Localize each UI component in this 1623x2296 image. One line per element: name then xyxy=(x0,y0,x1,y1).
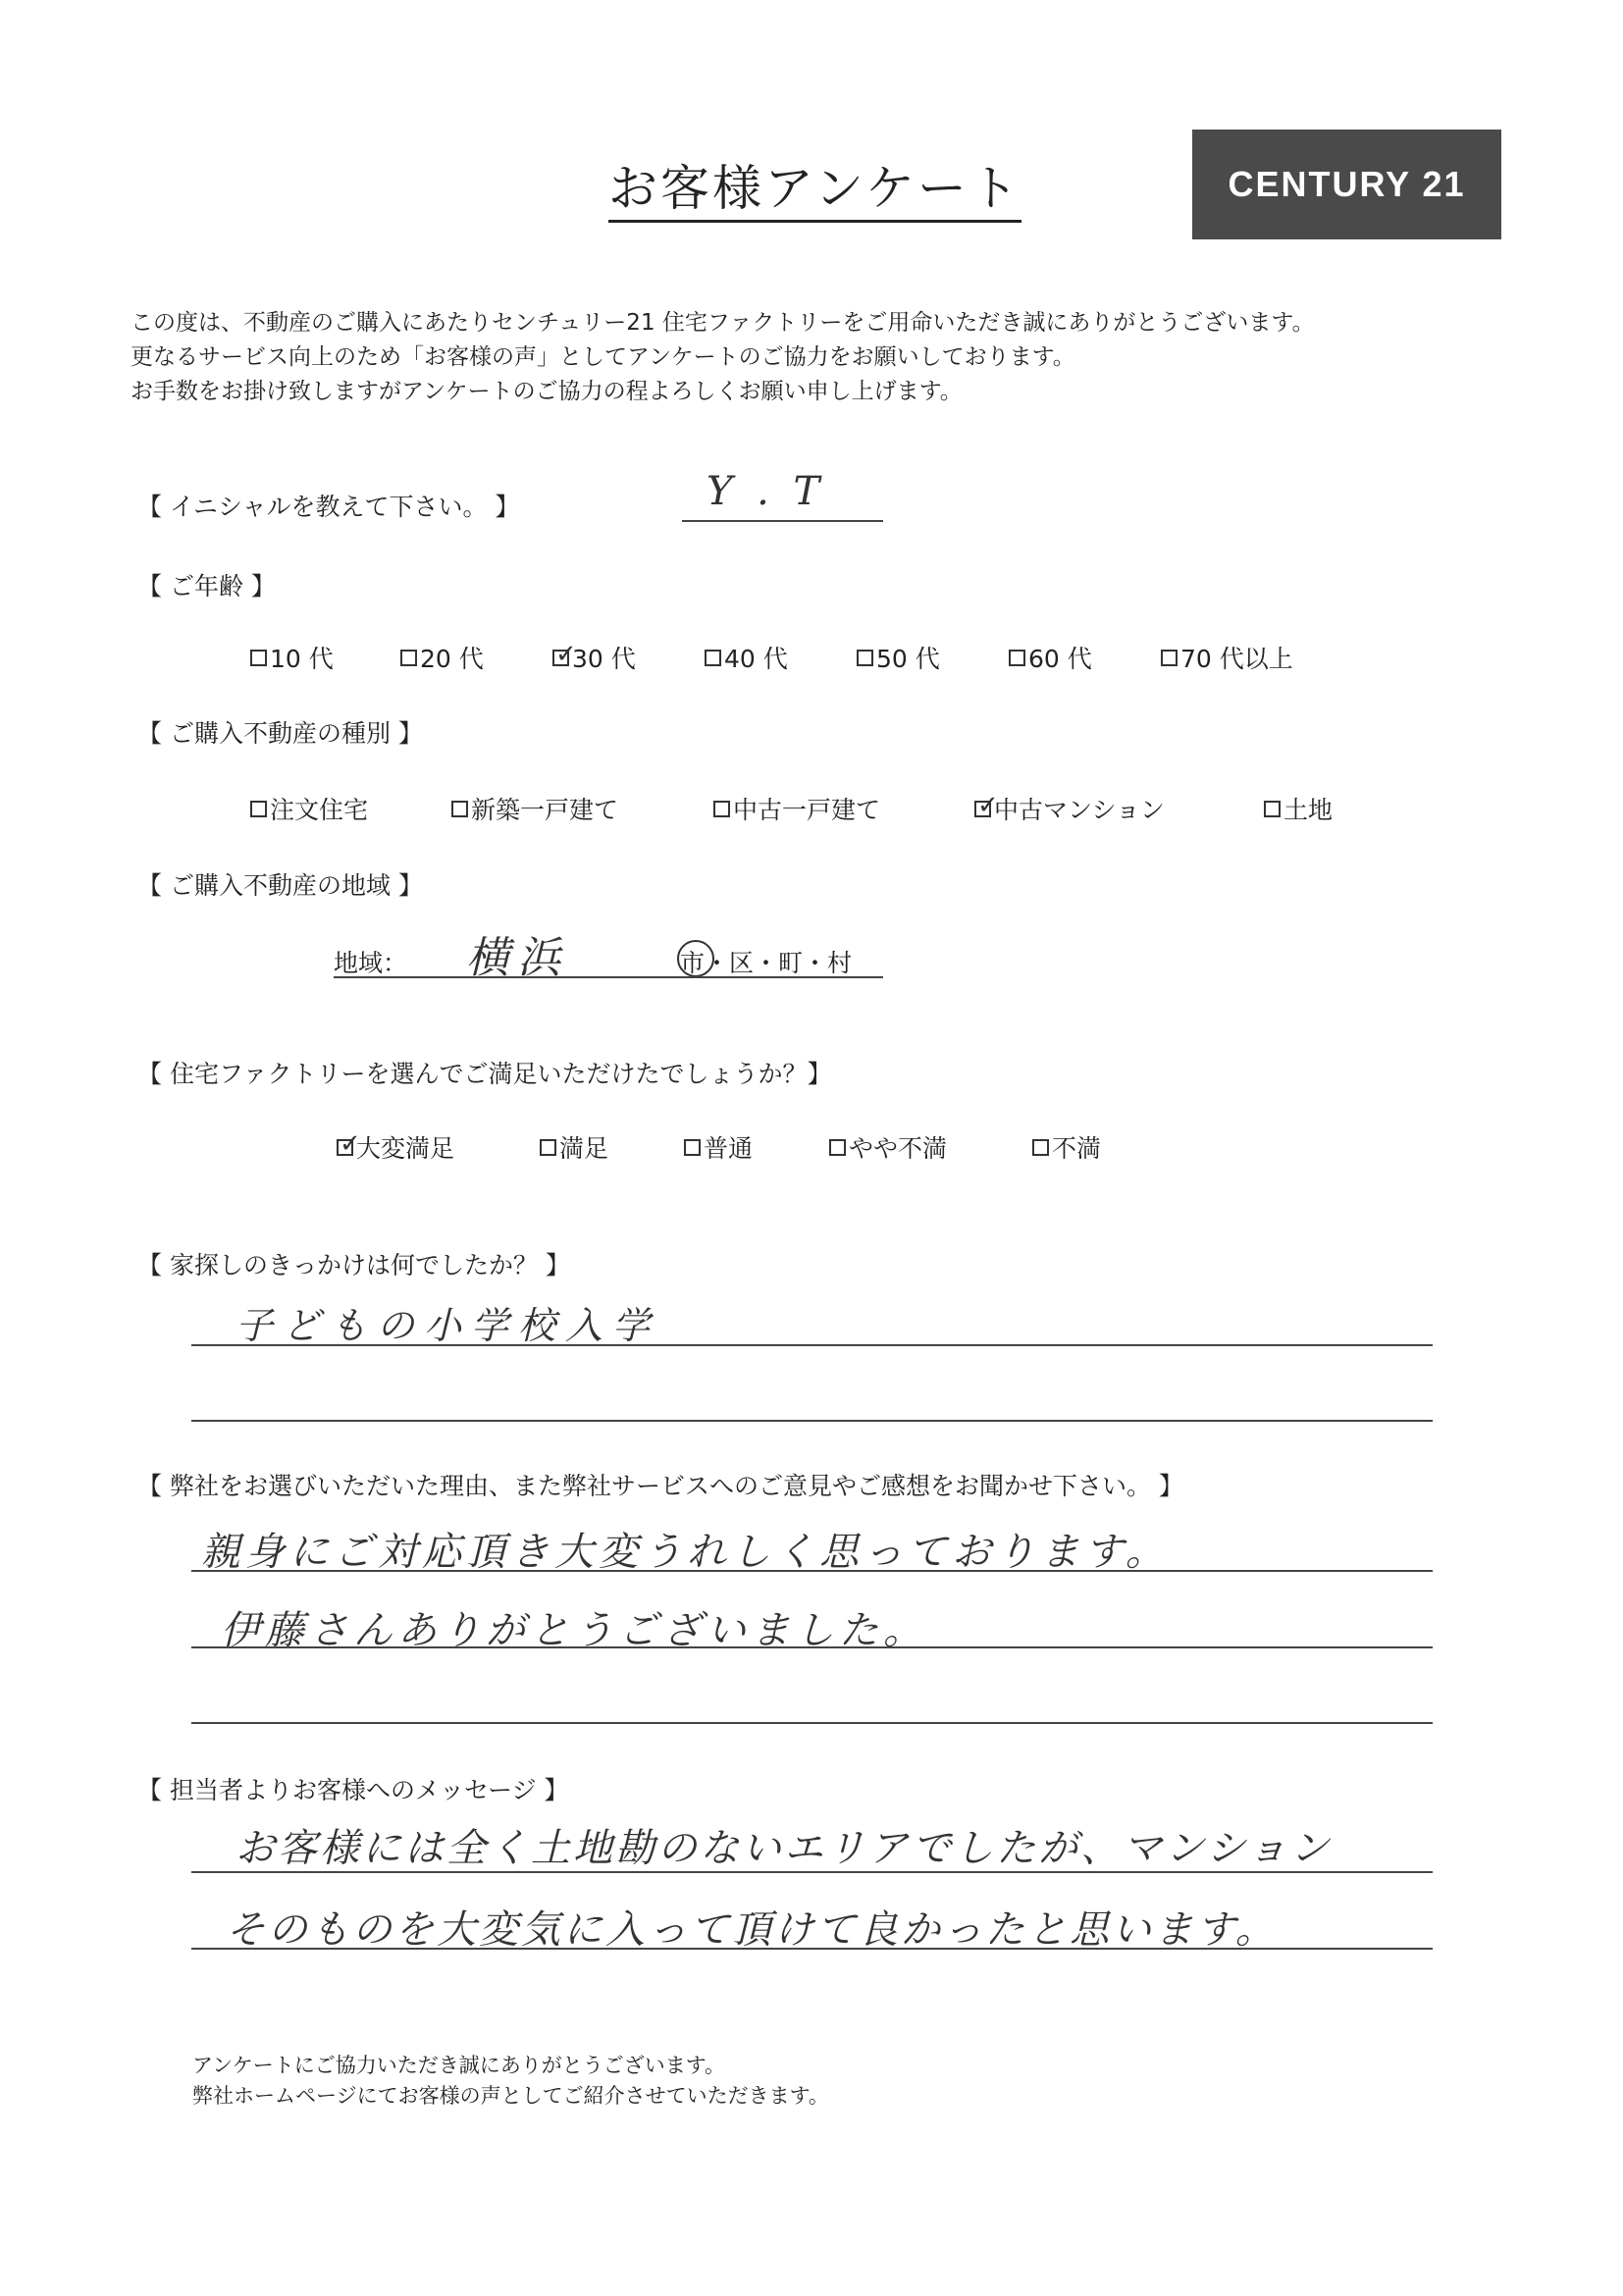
trigger-line-1 xyxy=(191,1344,1433,1346)
region-underline xyxy=(334,976,883,978)
checkbox[interactable] xyxy=(540,1139,556,1156)
property-type-option[interactable] xyxy=(974,791,1165,826)
satisfaction-option[interactable] xyxy=(684,1129,753,1165)
reason-line-2 xyxy=(191,1646,1433,1648)
option-label: 50 代 xyxy=(876,645,940,673)
property-type-option[interactable] xyxy=(451,791,618,826)
century21-logo: CENTURY 21 xyxy=(1192,130,1501,239)
intro-line: この度は、不動産のご購入にあたりセンチュリー21 住宅ファクトリーをご用命いただき誠にありがとうございます。 xyxy=(131,310,1315,336)
staff-message-line[interactable]: お客様には全く土地勘のないエリアでしたが、マンション xyxy=(236,1826,1333,1871)
satisfaction-option[interactable] xyxy=(337,1129,454,1165)
initials-underline xyxy=(682,520,883,522)
option-label: やや不満 xyxy=(849,1134,948,1163)
age-option[interactable] xyxy=(857,640,940,675)
checkbox[interactable] xyxy=(250,650,267,666)
age-option[interactable] xyxy=(400,640,484,675)
property-type-option[interactable] xyxy=(250,791,368,826)
trigger-line-2 xyxy=(191,1420,1433,1422)
option-label: 70 代以上 xyxy=(1180,645,1293,673)
option-label: 注文住宅 xyxy=(270,796,369,824)
region-field-label: 地域： xyxy=(334,949,408,977)
reason-line-1 xyxy=(191,1570,1433,1572)
checkbox[interactable] xyxy=(1264,801,1281,817)
region-value[interactable]: 横浜 xyxy=(466,933,568,983)
staff-message-label: 【 担当者よりお客様へのメッセージ 】 xyxy=(137,1776,569,1804)
option-label: 60 代 xyxy=(1028,645,1092,673)
satisfaction-label: 【 住宅ファクトリーを選んでご満足いただけたでしょうか？】 xyxy=(137,1060,832,1088)
trigger-answer[interactable]: 子どもの小学校入学 xyxy=(236,1304,660,1347)
age-label: 【 ご年齢 】 xyxy=(137,572,276,600)
checkbox[interactable] xyxy=(974,790,999,820)
option-label: 10 代 xyxy=(270,645,334,673)
trigger-label: 【 家探しのきっかけは何でしたか？ 】 xyxy=(137,1251,570,1279)
initials-value[interactable]: Y . T xyxy=(707,469,826,514)
intro-line: お手数をお掛け致しますがアンケートのご協力の程よろしくお願い申し上げます。 xyxy=(131,379,963,404)
staff-message-line[interactable]: そのものを大変気に入って頂けて良かったと思います。 xyxy=(226,1907,1278,1953)
option-label: 大変満足 xyxy=(356,1134,455,1163)
property-type-label: 【 ご購入不動産の種別 】 xyxy=(137,719,423,748)
region-suffix: 市・区・町・村 xyxy=(680,949,853,977)
checkbox[interactable] xyxy=(713,801,730,817)
intro-line: 更なるサービス向上のため「お客様の声」としてアンケートのご協力をお願いしております。 xyxy=(131,344,1075,370)
checkbox[interactable] xyxy=(400,650,417,666)
intro-text xyxy=(131,306,1315,409)
reason-line-3 xyxy=(191,1722,1433,1724)
page-title: お客様アンケート xyxy=(608,162,1021,223)
footer-line: 弊社ホームページにてお客様の声としてご紹介させていただきます。 xyxy=(192,2084,829,2108)
staff-message-line-rule-2 xyxy=(191,1948,1433,1950)
checkbox[interactable] xyxy=(829,1139,846,1156)
option-label: 不満 xyxy=(1052,1134,1102,1163)
checkbox[interactable] xyxy=(1009,650,1025,666)
option-label: 普通 xyxy=(704,1134,754,1163)
checkbox[interactable] xyxy=(337,1128,361,1159)
age-option[interactable] xyxy=(1009,640,1092,675)
option-label: 新築一戸建て xyxy=(471,796,619,824)
option-label: 20 代 xyxy=(420,645,484,673)
satisfaction-option[interactable] xyxy=(1032,1129,1101,1165)
age-option[interactable] xyxy=(250,640,334,675)
checkbox[interactable] xyxy=(451,801,468,817)
age-option[interactable] xyxy=(552,640,636,675)
option-label: 満足 xyxy=(559,1134,609,1163)
option-label: 中古一戸建て xyxy=(733,796,881,824)
region-label: 【 ご購入不動産の地域 】 xyxy=(137,871,423,900)
reason-answer-line[interactable]: 伊藤さんありがとうございました。 xyxy=(221,1608,927,1653)
checkbox[interactable] xyxy=(1161,650,1178,666)
satisfaction-option[interactable] xyxy=(829,1129,947,1165)
initials-label: 【 イニシャルを教えて下さい。 】 xyxy=(137,493,520,521)
checkbox[interactable] xyxy=(857,650,873,666)
staff-message-line-rule-1 xyxy=(191,1871,1433,1873)
property-type-option[interactable] xyxy=(1264,791,1333,826)
option-label: 40 代 xyxy=(724,645,788,673)
checkbox[interactable] xyxy=(250,801,267,817)
reason-label: 【 弊社をお選びいただいた理由、また弊社サービスへのご意見やご感想をお聞かせ下さい。 】 xyxy=(137,1472,1183,1500)
checkbox[interactable] xyxy=(705,650,721,666)
age-option[interactable] xyxy=(1161,640,1293,675)
satisfaction-option[interactable] xyxy=(540,1129,608,1165)
check-mark-icon: ✓ xyxy=(340,1128,361,1159)
option-label: 30 代 xyxy=(572,645,636,673)
reason-answer-line[interactable]: 親身にご対応頂き大変うれしく思っております。 xyxy=(201,1530,1170,1575)
check-mark-icon: ✓ xyxy=(977,790,999,820)
option-label: 中古マンション xyxy=(994,796,1165,824)
check-mark-icon: ✓ xyxy=(555,639,577,669)
property-type-option[interactable] xyxy=(713,791,880,826)
footer-text xyxy=(192,2051,829,2112)
checkbox[interactable] xyxy=(552,639,577,669)
option-label: 土地 xyxy=(1283,796,1334,824)
region-circle-mark xyxy=(677,940,714,977)
checkbox[interactable] xyxy=(1032,1139,1049,1156)
age-option[interactable] xyxy=(705,640,788,675)
footer-line: アンケートにご協力いただき誠にありがとうございます。 xyxy=(192,2054,726,2077)
checkbox[interactable] xyxy=(684,1139,701,1156)
